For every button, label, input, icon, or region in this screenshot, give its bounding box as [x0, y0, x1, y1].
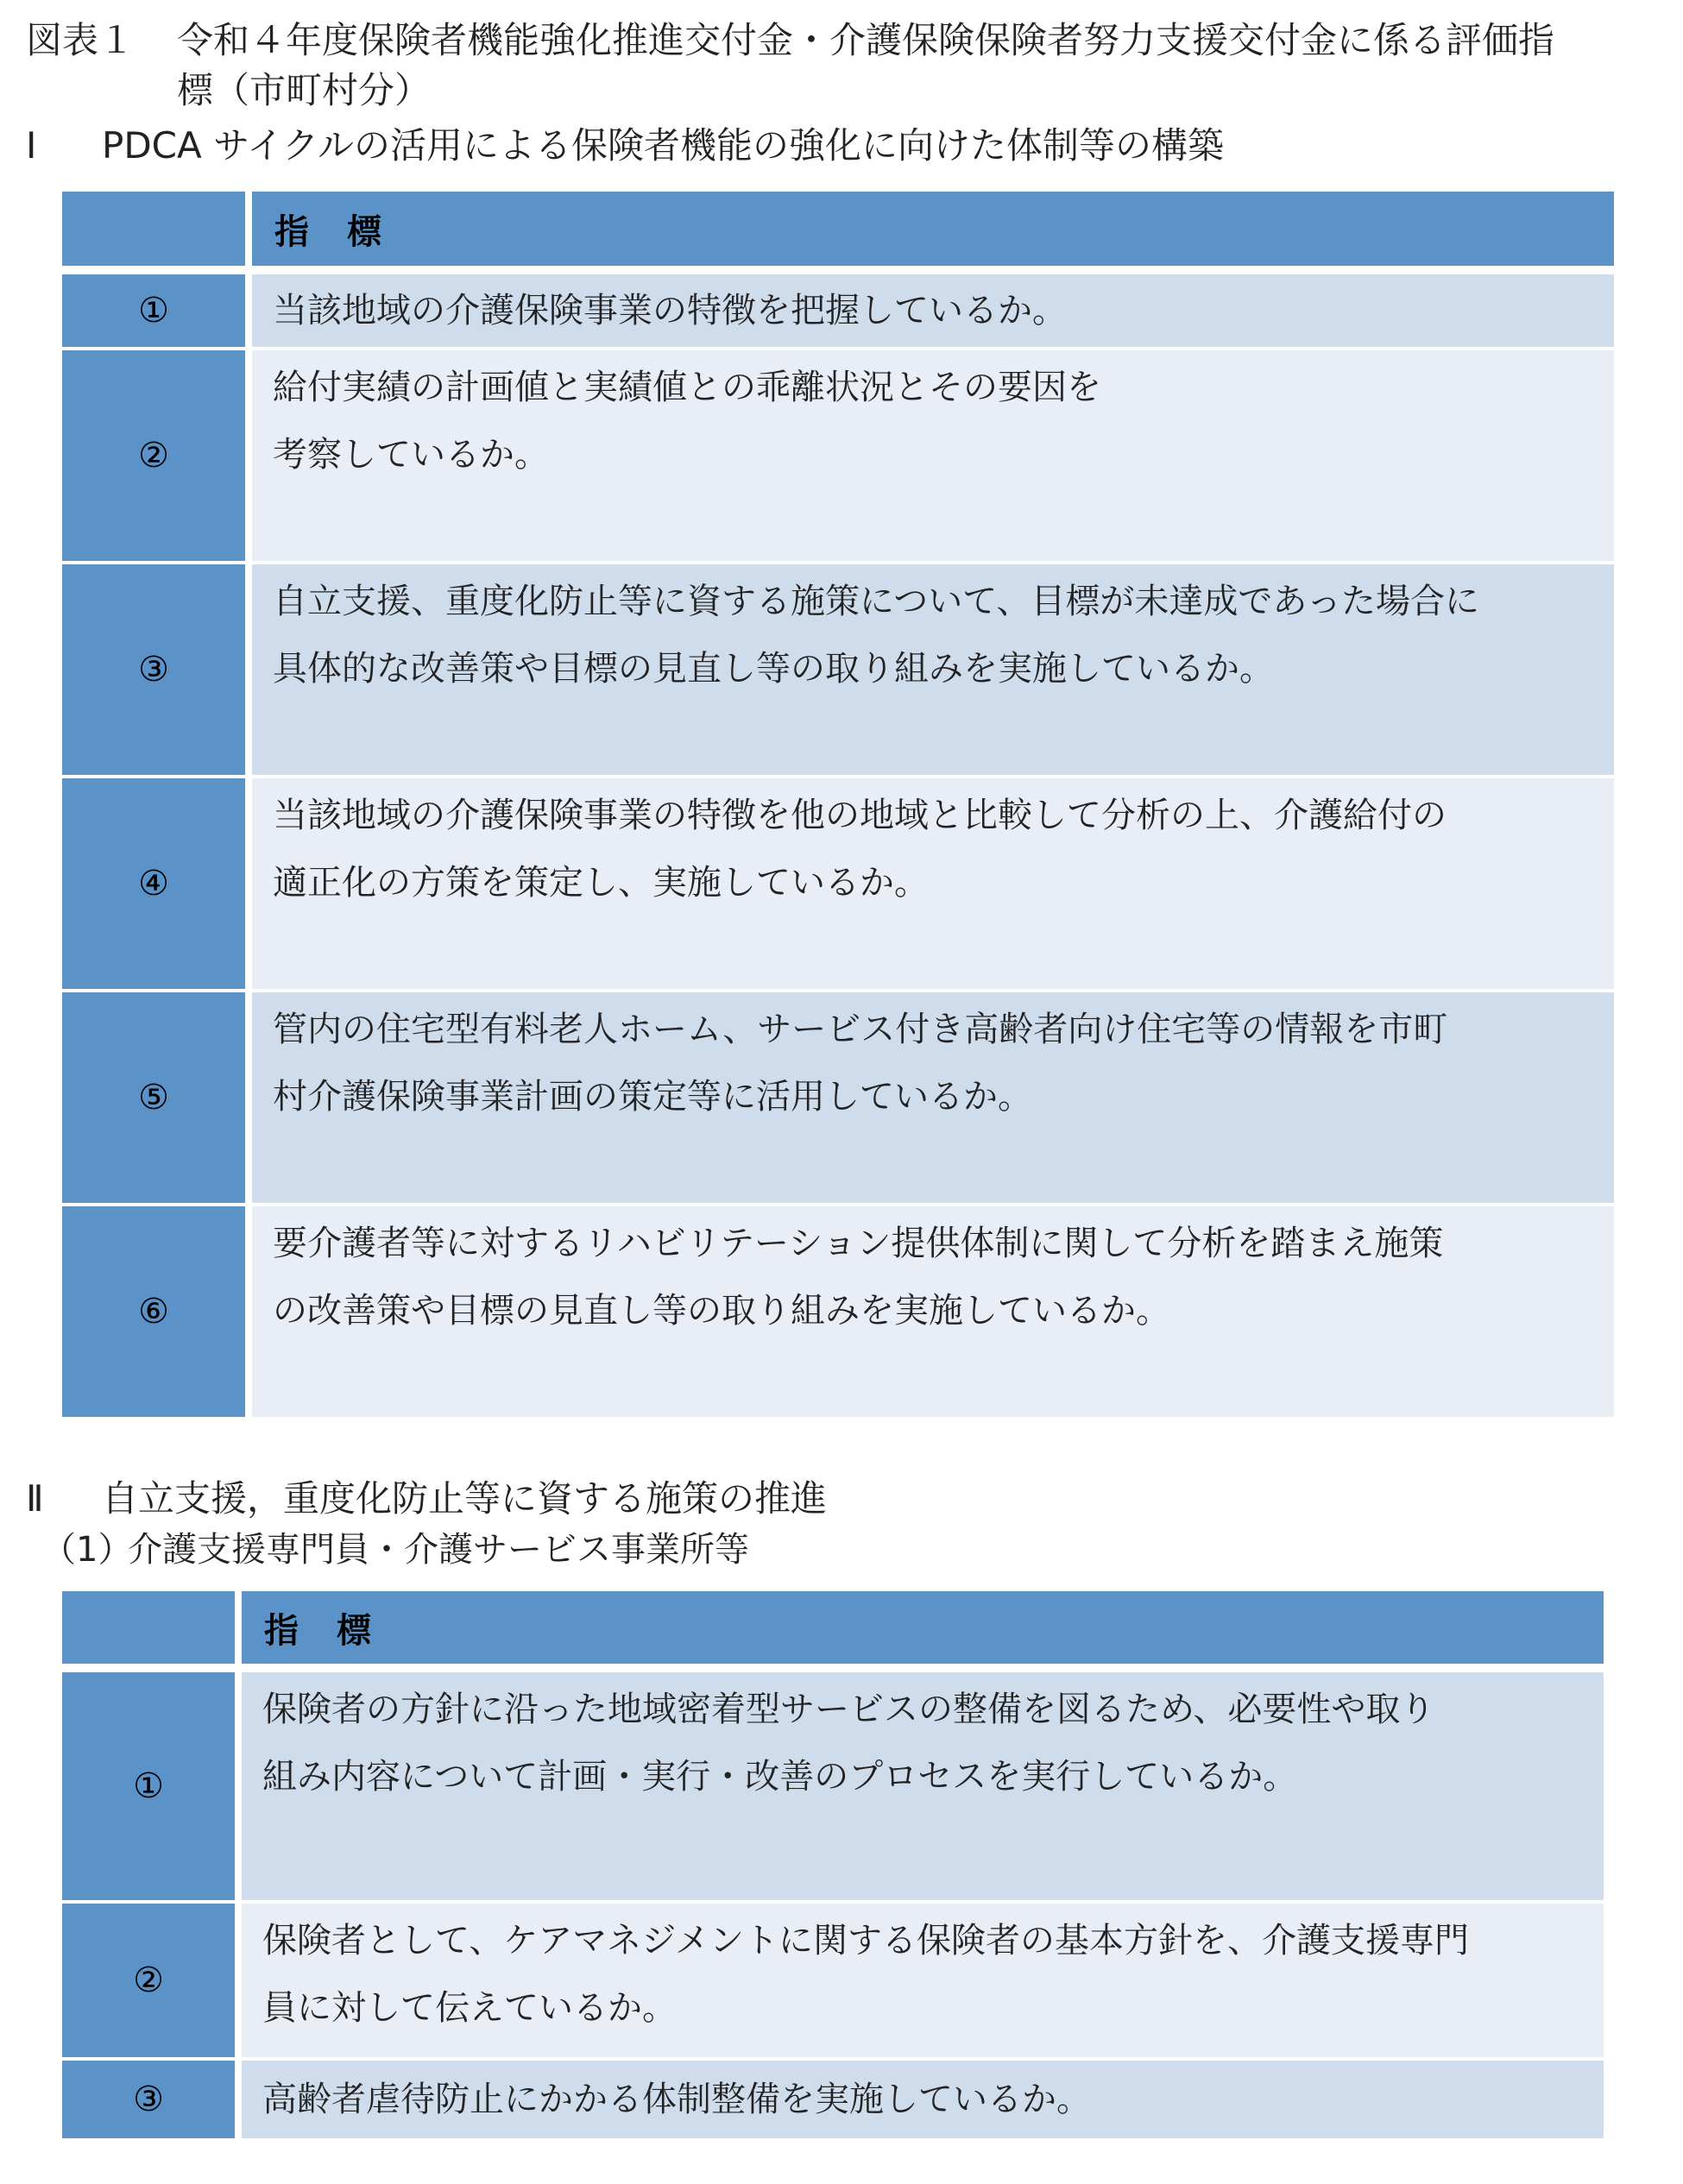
table-row	[242, 1904, 1604, 2057]
indicator-text-line2: 村介護保険事業計画の策定等に活用しているか。	[273, 1077, 1032, 1117]
table-header-blank	[62, 1591, 235, 1664]
table-header-blank	[62, 192, 245, 266]
indicator-text-line1: 保険者として、ケアマネジメントに関する保険者の基本方針を、介護支援専門	[262, 1921, 1469, 1961]
indicator-table-2	[62, 1591, 1604, 2152]
table-row	[252, 778, 1614, 989]
table-row	[252, 1206, 1614, 1417]
row-number: ①	[62, 1672, 235, 1900]
table-header-indicator: 指 標	[252, 192, 1614, 266]
table-row	[242, 1672, 1604, 1900]
indicator-text-line1: 給付実績の計画値と実績値との乖離状況とその要因を	[273, 368, 1101, 407]
indicator-text-line2: 考察しているか。	[273, 435, 549, 475]
table-header-indicator: 指 標	[242, 1591, 1604, 1664]
indicator-text-line2: 具体的な改善策や目標の見直し等の取り組みを実施しているか。	[273, 649, 1274, 689]
indicator-text-line2: の改善策や目標の見直し等の取り組みを実施しているか。	[273, 1291, 1170, 1331]
table-row	[252, 564, 1614, 775]
row-number: ③	[62, 2061, 235, 2138]
indicator-text: 高齢者虐待防止にかかる体制整備を実施しているか。	[262, 2080, 1091, 2119]
section-1-heading	[26, 121, 1224, 171]
indicator-text-line2: 員に対して伝えているか。	[262, 1988, 677, 2028]
section-2-numeral: Ⅱ	[26, 1477, 44, 1520]
row-number: ①	[62, 274, 245, 347]
subsection-heading	[41, 1526, 749, 1574]
indicator-text-line1: 要介護者等に対するリハビリテーション提供体制に関して分析を踏まえ施策	[273, 1224, 1444, 1263]
table-row	[252, 350, 1614, 561]
table-row	[242, 2061, 1604, 2138]
row-number: ②	[62, 350, 245, 561]
row-number: ②	[62, 1904, 235, 2057]
indicator-table-1	[62, 192, 1614, 1417]
indicator-text: 当該地域の介護保険事業の特徴を把握しているか。	[273, 291, 1067, 330]
indicator-text-line2: 適正化の方策を策定し、実施しているか。	[273, 863, 929, 903]
subsection-title: 介護支援専門員・介護サービス事業所等	[128, 1530, 749, 1570]
row-number: ④	[62, 778, 245, 989]
indicator-text-line1: 保険者の方針に沿った地域密着型サービスの整備を図るため、必要性や取り	[262, 1690, 1435, 1729]
figure-title-line2: 標（市町村分）	[177, 69, 432, 111]
section-1-numeral: Ⅰ	[26, 124, 37, 167]
row-number: ⑥	[62, 1206, 245, 1417]
section-2-heading	[26, 1474, 827, 1524]
section-1-title: PDCA サイクルの活用による保険者機能の強化に向けた体制等の構築	[102, 124, 1225, 167]
row-number: ⑤	[62, 992, 245, 1203]
indicator-text-line1: 当該地域の介護保険事業の特徴を他の地域と比較して分析の上、介護給付の	[273, 796, 1447, 835]
indicator-text-line1: 管内の住宅型有料老人ホーム、サービス付き高齢者向け住宅等の情報を市町	[273, 1010, 1448, 1049]
section-2-title: 自立支援，重度化防止等に資する施策の推進	[102, 1477, 828, 1520]
figure-title	[26, 16, 1554, 116]
table-row	[252, 992, 1614, 1203]
figure-number: 図表１	[26, 19, 136, 61]
row-number: ③	[62, 564, 245, 775]
table-row	[252, 274, 1614, 347]
indicator-text-line2: 組み内容について計画・実行・改善のプロセスを実行しているか。	[262, 1757, 1298, 1797]
figure-title-line1: 令和４年度保険者機能強化推進交付金・介護保険保険者努力支援交付金に係る評価指	[177, 19, 1555, 61]
subsection-label: （1）	[41, 1530, 133, 1570]
indicator-text-line1: 自立支援、重度化防止等に資する施策について、目標が未達成であった場合に	[273, 582, 1479, 621]
